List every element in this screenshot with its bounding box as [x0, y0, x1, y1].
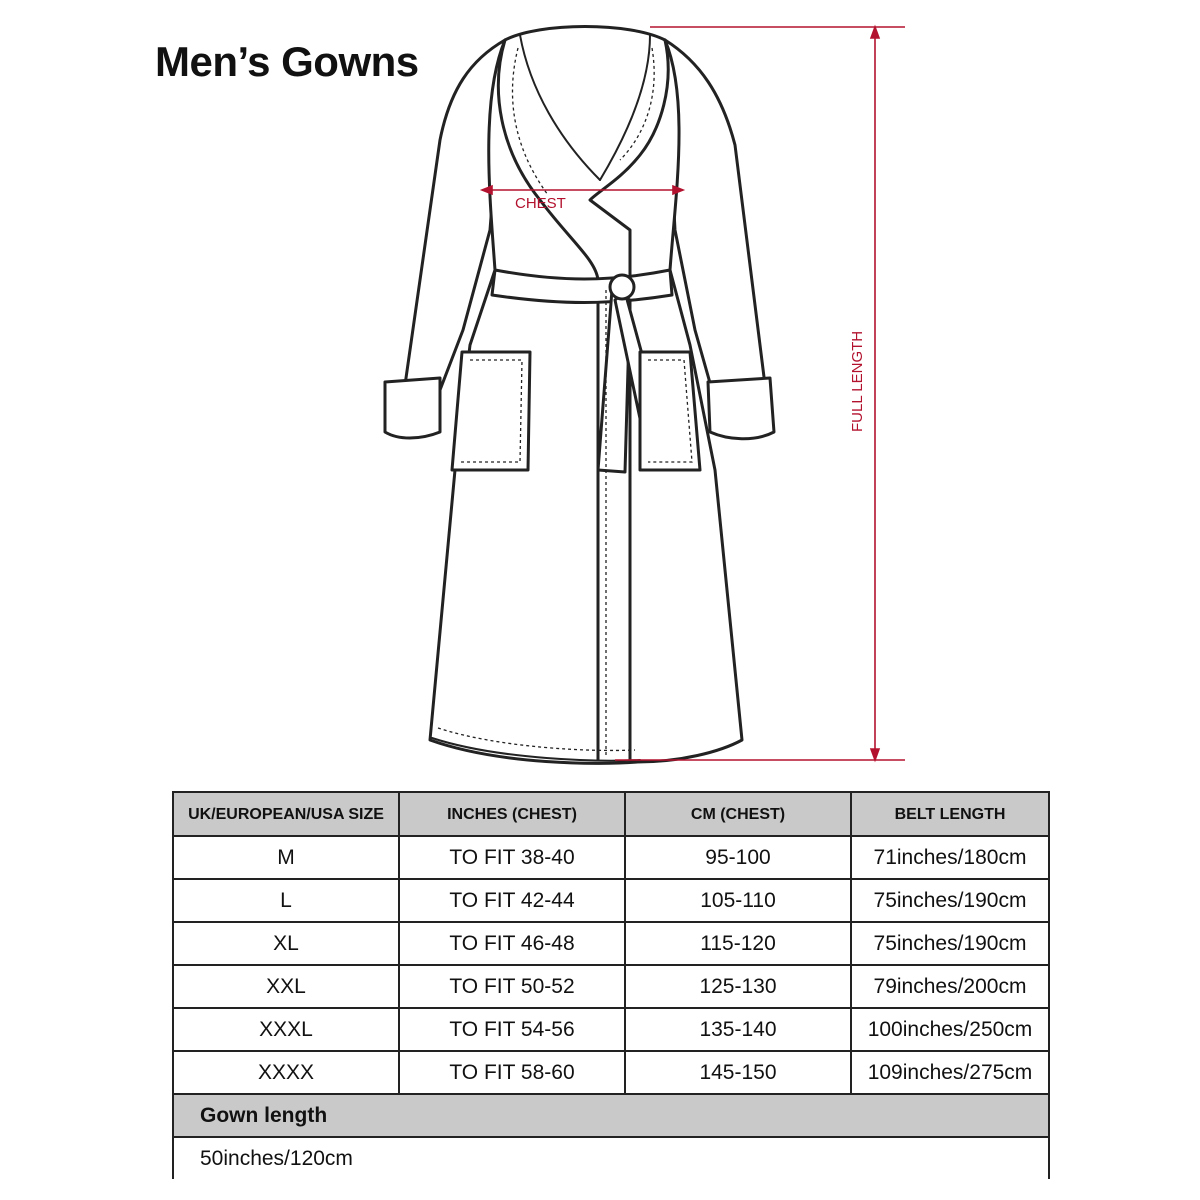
belt-cell: 71inches/180cm	[851, 836, 1049, 879]
gown-length-value-row	[173, 1137, 1049, 1179]
gown-length-value: 50inches/120cm	[173, 1137, 1049, 1179]
inches-cell: TO FIT 50-52	[399, 965, 625, 1008]
header-inches-chest: INCHES (CHEST)	[399, 792, 625, 836]
size-cell: XXXX	[173, 1051, 399, 1094]
cm-cell: 135-140	[625, 1008, 851, 1051]
belt-cell: 75inches/190cm	[851, 879, 1049, 922]
table-row	[173, 1008, 1049, 1051]
table-row	[173, 879, 1049, 922]
header-size: UK/EUROPEAN/USA SIZE	[173, 792, 399, 836]
pocket-left	[452, 352, 530, 470]
size-cell: XL	[173, 922, 399, 965]
gown-length-heading-row	[173, 1094, 1049, 1137]
gown-length-heading: Gown length	[173, 1094, 1049, 1137]
table-row	[173, 965, 1049, 1008]
table-row	[173, 1051, 1049, 1094]
full-length-label: FULL LENGTH	[849, 330, 866, 432]
belt-cell: 79inches/200cm	[851, 965, 1049, 1008]
cm-cell: 115-120	[625, 922, 851, 965]
cm-cell: 125-130	[625, 965, 851, 1008]
table-row	[173, 922, 1049, 965]
belt-cell: 75inches/190cm	[851, 922, 1049, 965]
cm-cell: 145-150	[625, 1051, 851, 1094]
inches-cell: TO FIT 42-44	[399, 879, 625, 922]
belt-knot	[610, 275, 634, 299]
inches-cell: TO FIT 54-56	[399, 1008, 625, 1051]
size-cell: XXXL	[173, 1008, 399, 1051]
belt-cell: 100inches/250cm	[851, 1008, 1049, 1051]
cm-cell: 105-110	[625, 879, 851, 922]
page-title: Men’s Gowns	[155, 38, 419, 85]
belt-cell: 109inches/275cm	[851, 1051, 1049, 1094]
table-header-row	[173, 792, 1049, 836]
header-belt-length: BELT LENGTH	[851, 792, 1049, 836]
table-row	[173, 836, 1049, 879]
size-table	[172, 791, 1050, 1179]
size-cell: M	[173, 836, 399, 879]
size-cell: XXL	[173, 965, 399, 1008]
cm-cell: 95-100	[625, 836, 851, 879]
right-cuff	[708, 378, 774, 439]
inches-cell: TO FIT 58-60	[399, 1051, 625, 1094]
left-cuff	[385, 378, 440, 438]
chest-label: CHEST	[515, 195, 566, 212]
inches-cell: TO FIT 46-48	[399, 922, 625, 965]
inches-cell: TO FIT 38-40	[399, 836, 625, 879]
size-cell: L	[173, 879, 399, 922]
header-cm-chest: CM (CHEST)	[625, 792, 851, 836]
